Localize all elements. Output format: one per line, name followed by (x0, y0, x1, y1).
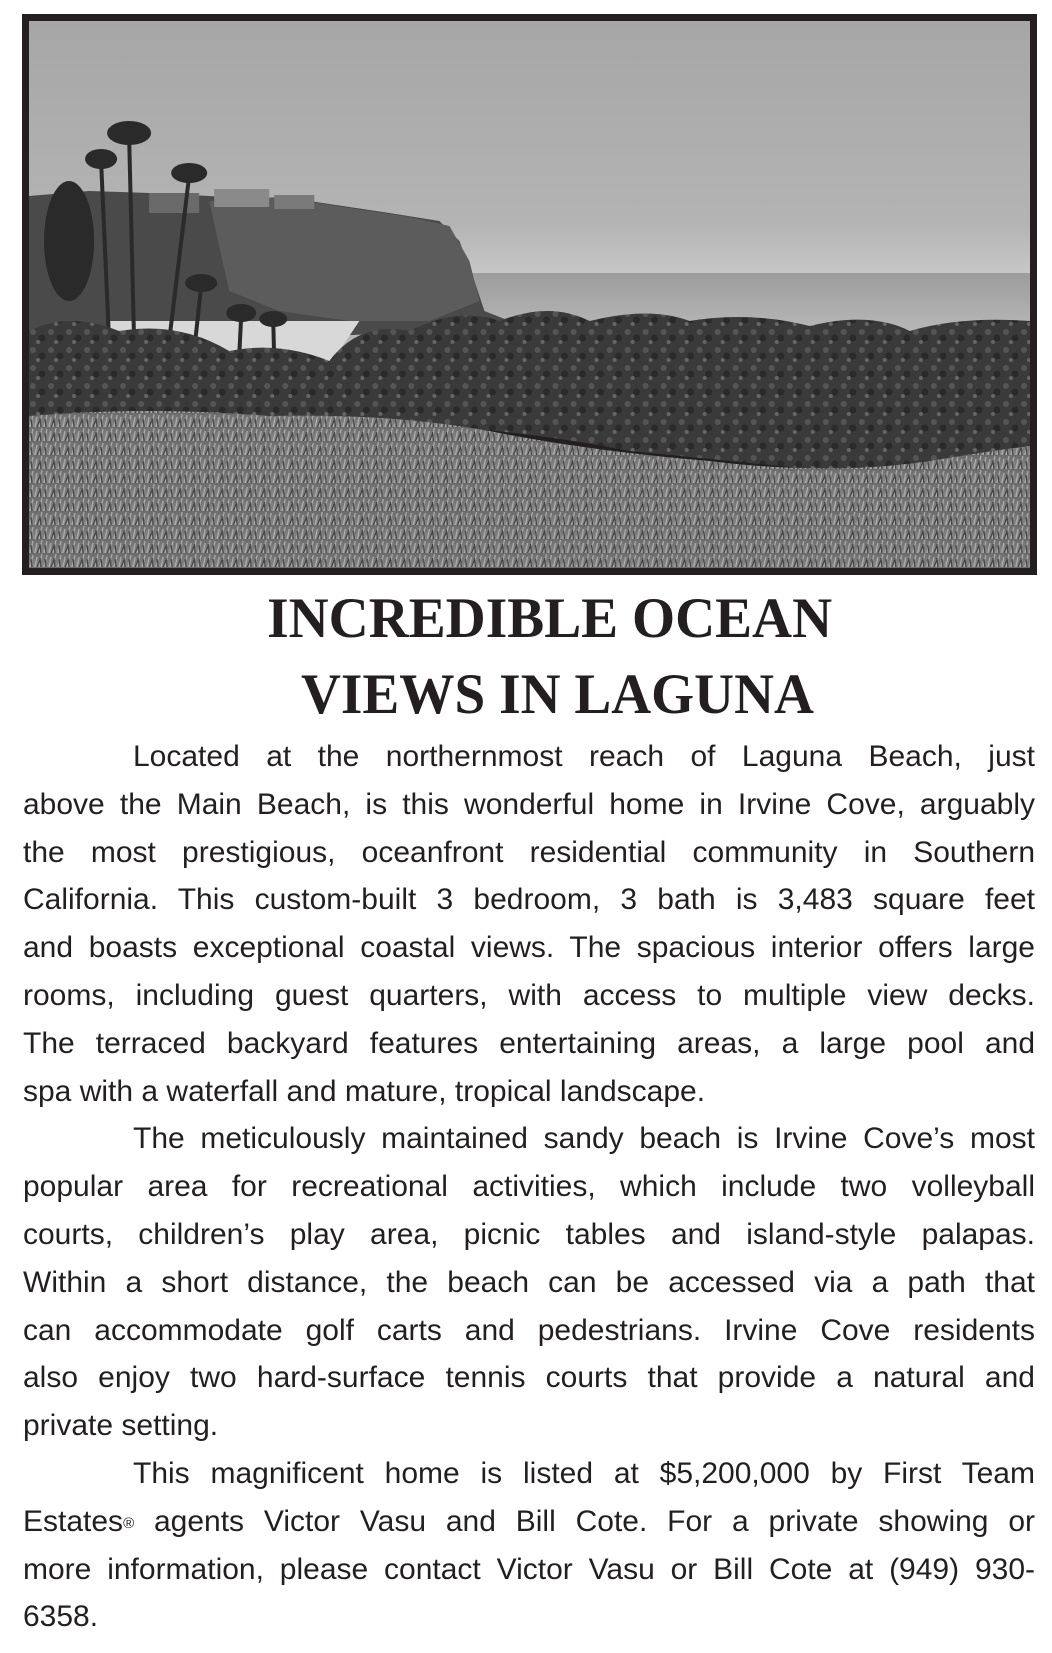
house (214, 189, 269, 207)
text-line: Within a short distance, the beach can be accessed via a path that (23, 1265, 1035, 1299)
text-line: can accommodate golf carts and pedestrians. Irvine Cove residents (23, 1313, 1035, 1347)
paragraph-2 (23, 1115, 1035, 1450)
text-line: and boasts exceptional coastal views. The spacious interior offers large (23, 931, 1035, 965)
text-line: private setting. (23, 1409, 219, 1443)
paragraph-1 (23, 733, 1035, 1115)
property-photo (22, 14, 1037, 575)
headline-line-1: INCREDIBLE OCEAN (267, 587, 833, 650)
text-line: the most prestigious, oceanfront residential community in Southern (23, 835, 1035, 869)
text-line: The terraced backyard features entertaining areas, a large pool and (23, 1026, 1035, 1060)
headline (0, 587, 1052, 650)
ocean-view-image (29, 21, 1030, 568)
text-line: spa with a waterfall and mature, tropical landscape. (23, 1074, 706, 1108)
headline-line-2: VIEWS IN LAGUNA (300, 663, 814, 726)
house (274, 195, 314, 209)
text-line: more information, please contact Victor Vasu or Bill Cote at (949) 930- (23, 1552, 1035, 1586)
text-line: 6358. (23, 1600, 99, 1634)
text-line: rooms, including guest quarters, with access to multiple view decks. (23, 978, 1035, 1012)
house (149, 193, 199, 213)
text-line: This magnificent home is listed at $5,200,000 by First Team (133, 1456, 1035, 1490)
text-line: also enjoy two hard-surface tennis courts that provide a natural and (23, 1361, 1035, 1395)
text-line-rest: agents Victor Vasu and Bill Cote. For a private showing or (153, 1504, 1035, 1538)
article-body (23, 733, 1035, 1641)
text-line: above the Main Beach, is this wonderful home in Irvine Cove, arguably (23, 787, 1035, 821)
text-line: Located at the northernmost reach of Laguna Beach, just (133, 740, 1035, 773)
paragraph-3 (23, 1450, 1035, 1641)
text-line: popular area for recreational activities, which include two volleyball (23, 1170, 1035, 1204)
text-line: California. This custom-built 3 bedroom, 3 bath is 3,483 square feet (23, 883, 1035, 917)
text-line: The meticulously maintained sandy beach is Irvine Cove’s most (133, 1122, 1035, 1156)
headline (7, 663, 1052, 726)
registered-mark: ® (123, 1514, 135, 1532)
text-line (23, 1498, 1035, 1546)
brand-name: Estates (23, 1504, 124, 1538)
text-line: courts, children’s play area, picnic tables and island-style palapas. (23, 1217, 1035, 1251)
